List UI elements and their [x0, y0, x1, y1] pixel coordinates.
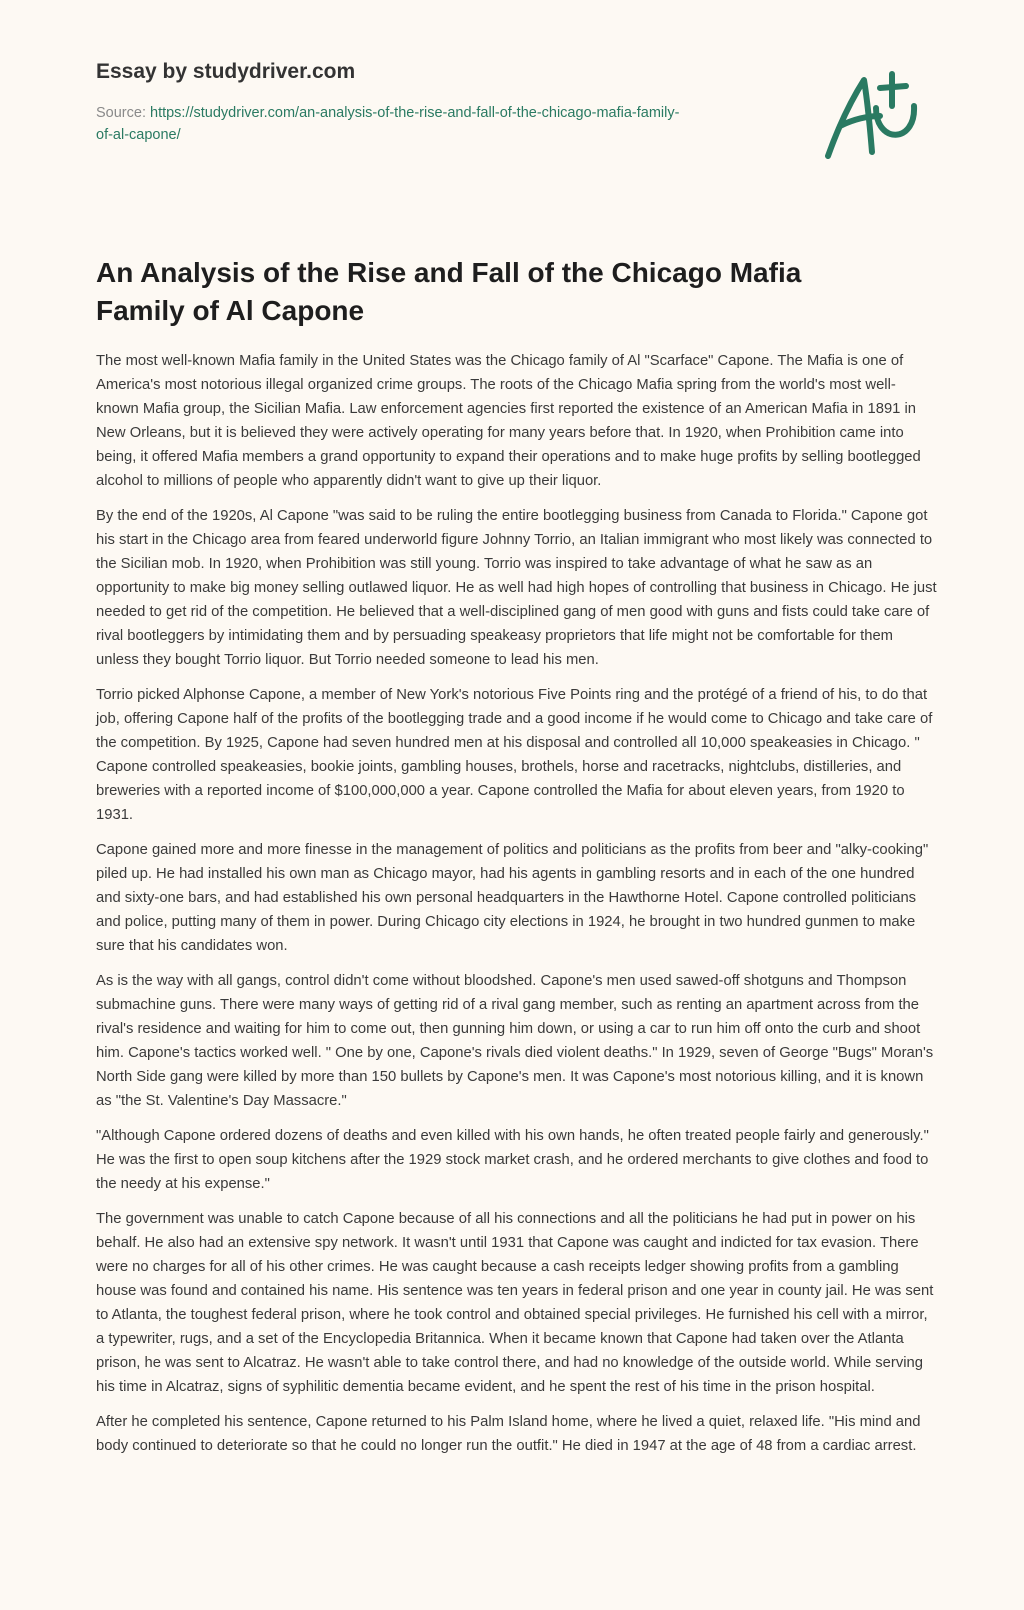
essay-title: An Analysis of the Rise and Fall of the Chicago Mafia Family of Al Capone: [96, 257, 802, 326]
source-label: Source:: [96, 105, 150, 121]
paragraph: Capone gained more and more finesse in the management of politics and politicians as the profits from beer and "alky-cooking" piled up. He had installed his own man as Chicago mayor, had his agents in gambling resorts and in each of the one hundred and sixty-one bars, and had established his own personal headquarters in the Hawthorne Hotel. Capone controlled politicians and police, putting many of them in power. During Chicago city elections in 1924, he brought in two hundred gunmen to make sure that his candidates won.: [96, 842, 929, 954]
source-url-line-2: of-al-capone/: [96, 127, 181, 143]
paragraph: After he completed his sentence, Capone returned to his Palm Island home, where he lived a quiet, relaxed life. "His mind and body continued to deteriorate so that he could no longer run the outfit." He died in 1947 at the age of 48 from a cardiac arrest.: [96, 1414, 921, 1454]
source-link[interactable]: [96, 105, 679, 143]
paragraph: The most well-known Mafia family in the United States was the Chicago family of Al "Scarface" Capone. The Mafia is one of America's most notorious illegal organized crime groups. The roots of the Chicago Mafia spring from the world's most well-known Mafia group, the Sicilian Mafia. Law enforcement agencies first reported the existence of an American Mafia in 1891 in New Orleans, but it is believed they were actively operating for many years before that. In 1920, when Prohibition came into being, it offered Mafia members a grand opportunity to expand their operations and to make huge profits by selling bootlegged alcohol to millions of people who apparently didn't want to give up their liquor.: [96, 353, 921, 489]
paragraph: "Although Capone ordered dozens of deaths and even killed with his own hands, he often treated people fairly and generously." He was the first to open soup kitchens after the 1929 stock market crash, and he ordered merchants to give clothes and food to the needy at his expense.": [96, 1128, 929, 1192]
source-line: [96, 102, 756, 146]
paragraph: Torrio picked Alphonse Capone, a member of New York's notorious Five Points ring and the protégé of a friend of his, to do that job, offering Capone half of the profits of the bootlegging trade and a good income if he would come to Chicago and take care of the competition. By 1925, Capone had seven hundred men at his disposal and controlled all 10,000 speakeasies in Chicago. " Capone controlled speakeasies, bookie joints, gambling houses, brothels, horse and racetracks, nightclubs, distilleries, and breweries with a reported income of $100,000,000 a year. Capone controlled the Mafia for about eleven years, from 1920 to 1931.: [96, 687, 933, 823]
paragraph: By the end of the 1920s, Al Capone "was said to be ruling the entire bootlegging business from Canada to Florida." Capone got his start in the Chicago area from feared underworld figure Johnny Torrio, an Italian immigrant who most likely was connected to the Sicilian mob. In 1920, when Prohibition was still young. Torrio was inspired to take advantage of what he saw as an opportunity to make big money selling outlawed liquor. He as well had high hopes of controlling that business in Chicago. He just needed to get rid of the competition. He believed that a well-disciplined gang of men good with guns and fists could take care of rival bootleggers by intimidating them and by persuading speakeasy proprietors that life might not be comfortable for them unless they bought Torrio liquor. But Torrio needed someone to lead his men.: [96, 508, 937, 668]
a-plus-logo-icon: [820, 66, 930, 166]
essay-body: [96, 349, 938, 1469]
page-header: [96, 60, 756, 146]
paragraph: As is the way with all gangs, control didn't come without bloodshed. Capone's men used sawed-off shotguns and Thompson submachine guns. There were many ways of getting rid of a rival gang member, such as renting an apartment across from the rival's residence and waiting for him to come out, then gunning him down, or using a car to run him off onto the curb and shoot him. Capone's tactics worked well. " One by one, Capone's rivals died violent deaths." In 1929, seven of George "Bugs" Moran's North Side gang were killed by more than 150 bullets by Capone's men. It was Capone's most notorious killing, and it is known as "the St. Valentine's Day Massacre.": [96, 973, 934, 1109]
brand-title: Essay by studydriver.com: [96, 60, 356, 83]
source-url-line-1: https://studydriver.com/an-analysis-of-the-rise-and-fall-of-the-chicago-mafia-family-: [150, 105, 680, 121]
paragraph: The government was unable to catch Capone because of all his connections and all the politicians he had put in power on his behalf. He also had an extensive spy network. It wasn't until 1931 that Capone was caught and indicted for tax evasion. There were no charges for all of his other crimes. He was caught because a cash receipts ledger showing profits from a gambling house was found and contained his name. His sentence was ten years in federal prison and one year in county jail. He was sent to Atlanta, the toughest federal prison, where he took control and obtained special privileges. He furnished his cell with a mirror, a typewriter, rugs, and a set of the Encyclopedia Britannica. When it became known that Capone had taken over the Atlanta prison, he was sent to Alcatraz. He wasn't able to take control there, and had no knowledge of the outside world. While serving his time in Alcatraz, signs of syphilitic dementia became evident, and he spent the rest of his time in the prison hospital.: [96, 1211, 934, 1395]
